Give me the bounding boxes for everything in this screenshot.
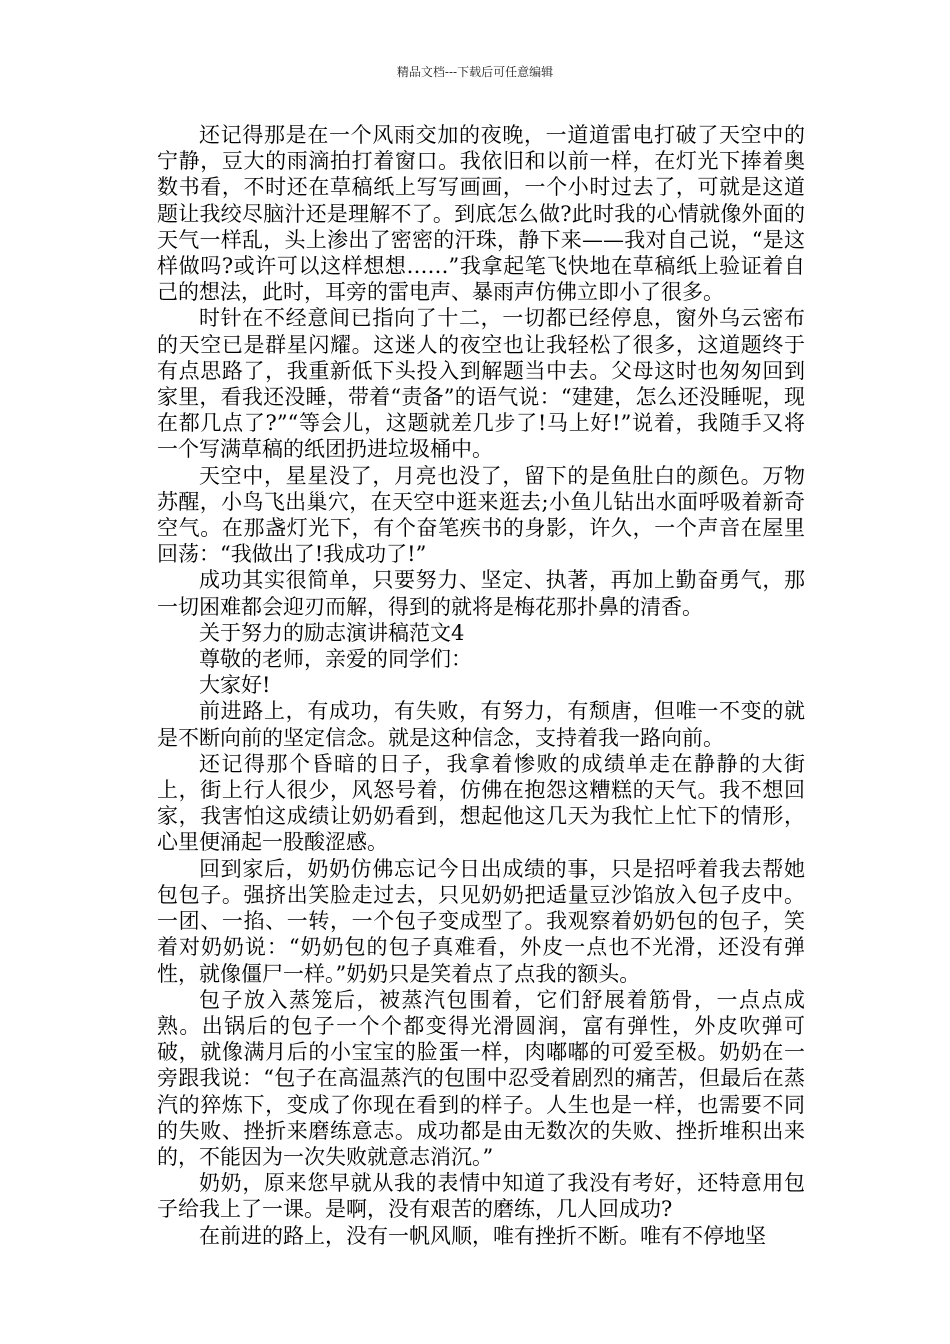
- paragraph-4: 成功其实很简单，只要努力、坚定、执著，再加上勤奋勇气，那一切困难都会迎刃而解，得到的就将是梅花那扑鼻的清香。: [157, 568, 805, 619]
- section-title: 关于努力的励志演讲稿范文4: [199, 620, 465, 645]
- paragraph-6: 还记得那个昏暗的日子，我拿着惨败的成绩单走在静静的大街上，街上行人很少，风怒号着，仿佛在抱怨这糟糕的天气。我不想回家，我害怕这成绩让奶奶看到，想起他这几天为我忙上忙下的情形，心里便涌起一股酸涩感。: [157, 751, 805, 855]
- page-header: 精品文档---下载后可任意编辑: [396, 65, 554, 79]
- paragraph-3: 天空中，星星没了，月亮也没了，留下的是鱼肚白的颜色。万物苏醒，小鸟飞出巢穴，在天空中逛来逛去;小鱼儿钻出水面呼吸着新奇空气。在那盏灯光下，有个奋笔疾书的身影，许久，一个声音在屋里回荡：“我做出了!我成功了!”: [157, 463, 805, 567]
- document-body: [157, 122, 805, 1249]
- paragraph-8: 包子放入蒸笼后，被蒸汽包围着，它们舒展着筋骨，一点点成熟。出锅后的包子一个个都变得光滑圆润，富有弹性，外皮吹弹可破，就像满月后的小宝宝的脸蛋一样，肉嘟嘟的可爱至极。奶奶在一旁跟我说：“包子在高温蒸汽的包围中忍受着剧烈的痛苦，但最后在蒸汽的猝炼下，变成了你现在看到的样子。人生也是一样，也需要不同的失败、挫折来磨练意志。成功都是由无数次的失败、挫折堆积出来的，不能因为一次失败就意志消沉。”: [157, 987, 805, 1169]
- greeting: 大家好!: [199, 673, 271, 698]
- paragraph-7: 回到家后，奶奶仿佛忘记今日出成绩的事，只是招呼着我去帮她包包子。强挤出笑脸走过去，只见奶奶把适量豆沙馅放入包子皮中。一团、一掐、一转，一个包子变成型了。我观察着奶奶包的包子，笑着对奶奶说：“奶奶包的包子真难看，外皮一点也不光滑，还没有弹性，就像僵尸一样。”奶奶只是笑着点了点我的额头。: [157, 856, 805, 986]
- paragraph-2: 时针在不经意间已指向了十二，一切都已经停息，窗外乌云密布的天空已是群星闪耀。这迷人的夜空也让我轻松了很多，这道题终于有点思路了，我重新低下头投入到解题当中去。父母这时也匆匆回到家里，看我还没睡，带着“责备”的语气说：“建建，怎么还没睡呢，现在都几点了?”“等会儿，这题就差几步了!马上好!”说着，我随手又将一个写满草稿的纸团扔进垃圾桶中。: [157, 306, 805, 462]
- paragraph-9: 奶奶，原来您早就从我的表情中知道了我没有考好，还特意用包子给我上了一课。是啊，没有艰苦的磨练，几人回成功?: [157, 1171, 805, 1222]
- paragraph-10: 在前进的路上，没有一帆风顺，唯有挫折不断。唯有不停地坚: [199, 1223, 766, 1248]
- paragraph-1: 还记得那是在一个风雨交加的夜晚，一道道雷电打破了天空中的宁静，豆大的雨滴拍打着窗口。我依旧和以前一样，在灯光下捧着奥数书看，不时还在草稿纸上写写画画，一个小时过去了，可就是这道题让我绞尽脑汁还是理解不了。到底怎么做?此时我的心情就像外面的天气一样乱，头上渗出了密密的汗珠，静下来——我对自己说，“是这样做吗?或许可以这样想想……”我拿起笔飞快地在草稿纸上验证着自己的想法，此时，耳旁的雷电声、暴雨声仿佛立即小了很多。: [157, 123, 805, 305]
- paragraph-5: 前进路上，有成功，有失败，有努力，有颓唐，但唯一不变的就是不断向前的坚定信念。就是这种信念，支持着我一路向前。: [157, 699, 805, 750]
- salutation: 尊敬的老师，亲爱的同学们：: [199, 647, 472, 672]
